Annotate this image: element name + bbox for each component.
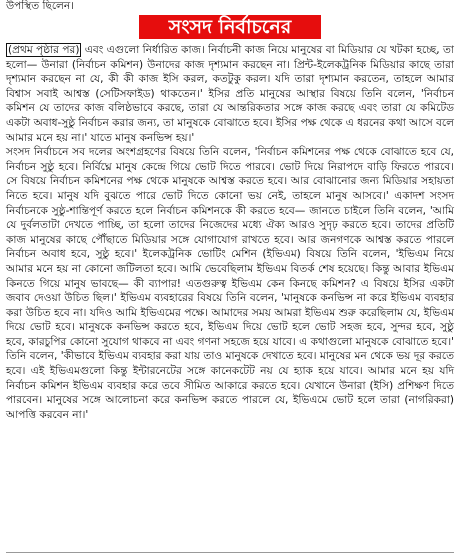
previous-article-tail: উপস্থিত ছিলেন।	[6, 0, 74, 12]
headline-bar	[6, 15, 454, 39]
continued-from-label: (প্রথম পৃষ্ঠার পর)	[8, 44, 80, 56]
bottom-divider	[6, 552, 454, 553]
paragraph-1: এবং এগুলো নির্ধারিত কাজ। নির্বাচনী কাজ নিয়ে মানুষের বা মিডিয়ার যে খটকা হচ্ছে, তা হলো— উনারা (নির্বাচন কমিশন) উনাদের কাজ দৃশ্যমান করছেন না। প্রিন্ট-ইলেকট্রনিক মিডিয়ার কাছে তারা দৃশ্যমান করছেন না যে, কী কী কাজ ইসি করল, কতটুকু করল। যদি তারা দৃশ্যমান করতেন, তাহলে আমার বিশ্বাস সবাই আশ্বস্ত (সেটিসফাইড) থাকতেন।' ইসির প্রতি মানুষের আস্থার বিষয়ে তিনি বলেন, 'নির্বাচন কমিশন যে তাদের কাজ বলিষ্ঠভাবে করছে, তারা যে আন্তরিকতার সঙ্গে কাজ করছে এবং তারা যে কমিটেড একটা অবাধ-সুষ্ঠু নির্বাচন করার জন্য, তা মানুষকে বোঝাতে হবে। ইসির পক্ষ থেকে এ ধরনের কথা আসে বলে আমার মনে হয় না।' যাতে মানুষ কনভিন্স হয়।'	[6, 44, 454, 144]
headline: সংসদ নির্বাচনের	[139, 15, 321, 39]
article-body	[6, 43, 454, 422]
paragraph-2: সংসদ নির্বাচনে সব দলের অংশগ্রহণের বিষয়ে তিনি বলেন, 'নির্বাচন কমিশনের পক্ষ থেকে বোঝাতে হবে যে, নির্বাচন সুষ্ঠু হবে। নির্বিঘ্নে মানুষ কেন্দ্রে গিয়ে ভোট দিতে পারবে। ভোট দিয়ে নিরাপদে বাড়ি ফিরতে পারবে। সে বিষয়ে নির্বাচন কমিশনের পক্ষ থেকে মানুষকে আশ্বস্ত করতে হবে। আর বোঝানোর জন্য মিডিয়ার সহায়তা নিতে হবে। মানুষ যদি বুঝতে পারে ভোট দিতে কোনো ভয় নেই, তাহলে মানুষ আসবে।' একাদশ সংসদ নির্বাচনকে সুষ্ঠু-শান্তিপূর্ণ করতে হলে নির্বাচন কমিশনকে কী করতে হবে— জানতে চাইলে তিনি বলেন, 'আমি যে দুর্বলতাটা দেখতে পাচ্ছি, তা হলো তাদের নিজেদের মধ্যে ঐক্য আরও সুদৃঢ় করতে হবে। তাদের প্রতিটি কাজ মানুষের কাছে পৌঁছাতে মিডিয়ার সঙ্গে যোগাযোগ রাখতে হবে। আর জনগণকে আশ্বস্ত করতে পারলে নির্বাচন অবাধ হবে, সুষ্ঠু হবে।' ইলেকট্রনিক ভোটিং মেশিন (ইভিএম) বিষয়ে তিনি বলেন, 'ইভিএম নিয়ে আমার মনে হয় না কোনো জটিলতা হবে। আমি ভেবেছিলাম ইভিএম বিতর্ক শেষ হয়েছে। কিন্তু আবার ইভিএম কিনতে গিয়ে মানুষ ভাবছে— কী ব্যাপার! এতগুরুত্ব ইভিএম কেন কিনছে কমিশন? এ বিষয়ে ইসির একটা জবাব দেওয়া উচিত ছিল।' ইভিএম ব্যবহারের বিষয়ে তিনি বলেন, 'মানুষকে কনভিন্স না করে ইভিএম ব্যবহার করা উচিত হবে না। যদিও আমি ইভিএমের পক্ষে। আমাদের সময় আমরা ইভিএম শুরু করেছিলাম যে, ইভিএম দিয়ে ভোট হবে। মানুষকে কনভিন্স করতে হবে, ইভিএম দিয়ে ভোট হলে ভোট সহজ হবে, সুন্দর হবে, সুষ্ঠু হবে, কারচুপির কোনো সুযোগ থাকবে না এবং গণনা সহজে হয়ে যাবে। এ কথাগুলো মানুষকে বোঝাতে হবে।' তিনি বলেন, 'কীভাবে ইভিএম ব্যবহার করা যায় তাও মানুষকে দেখাতে হবে। মানুষের মন থেকে ভয় দূর করতে হবে। এই ইভিএমগুলো কিন্তু ইন্টারনেটের সঙ্গে কানেকটেট নয় যে হ্যাক হয়ে যাবে। আমার মনে হয় যদি নির্বাচন কমিশন ইভিএম ব্যবহার করে তবে সীমিত আকারে করতে হবে। যেখানে উনারা (ইসি) প্রশিক্ষণ দিতে পারবেন। মানুষের সঙ্গে আলোচনা করে কনভিন্স করতে পারলে যে, ইভিএমে ভোট হলে তারা (নাগরিকরা) আপত্তি করবেন না।'	[6, 146, 454, 421]
